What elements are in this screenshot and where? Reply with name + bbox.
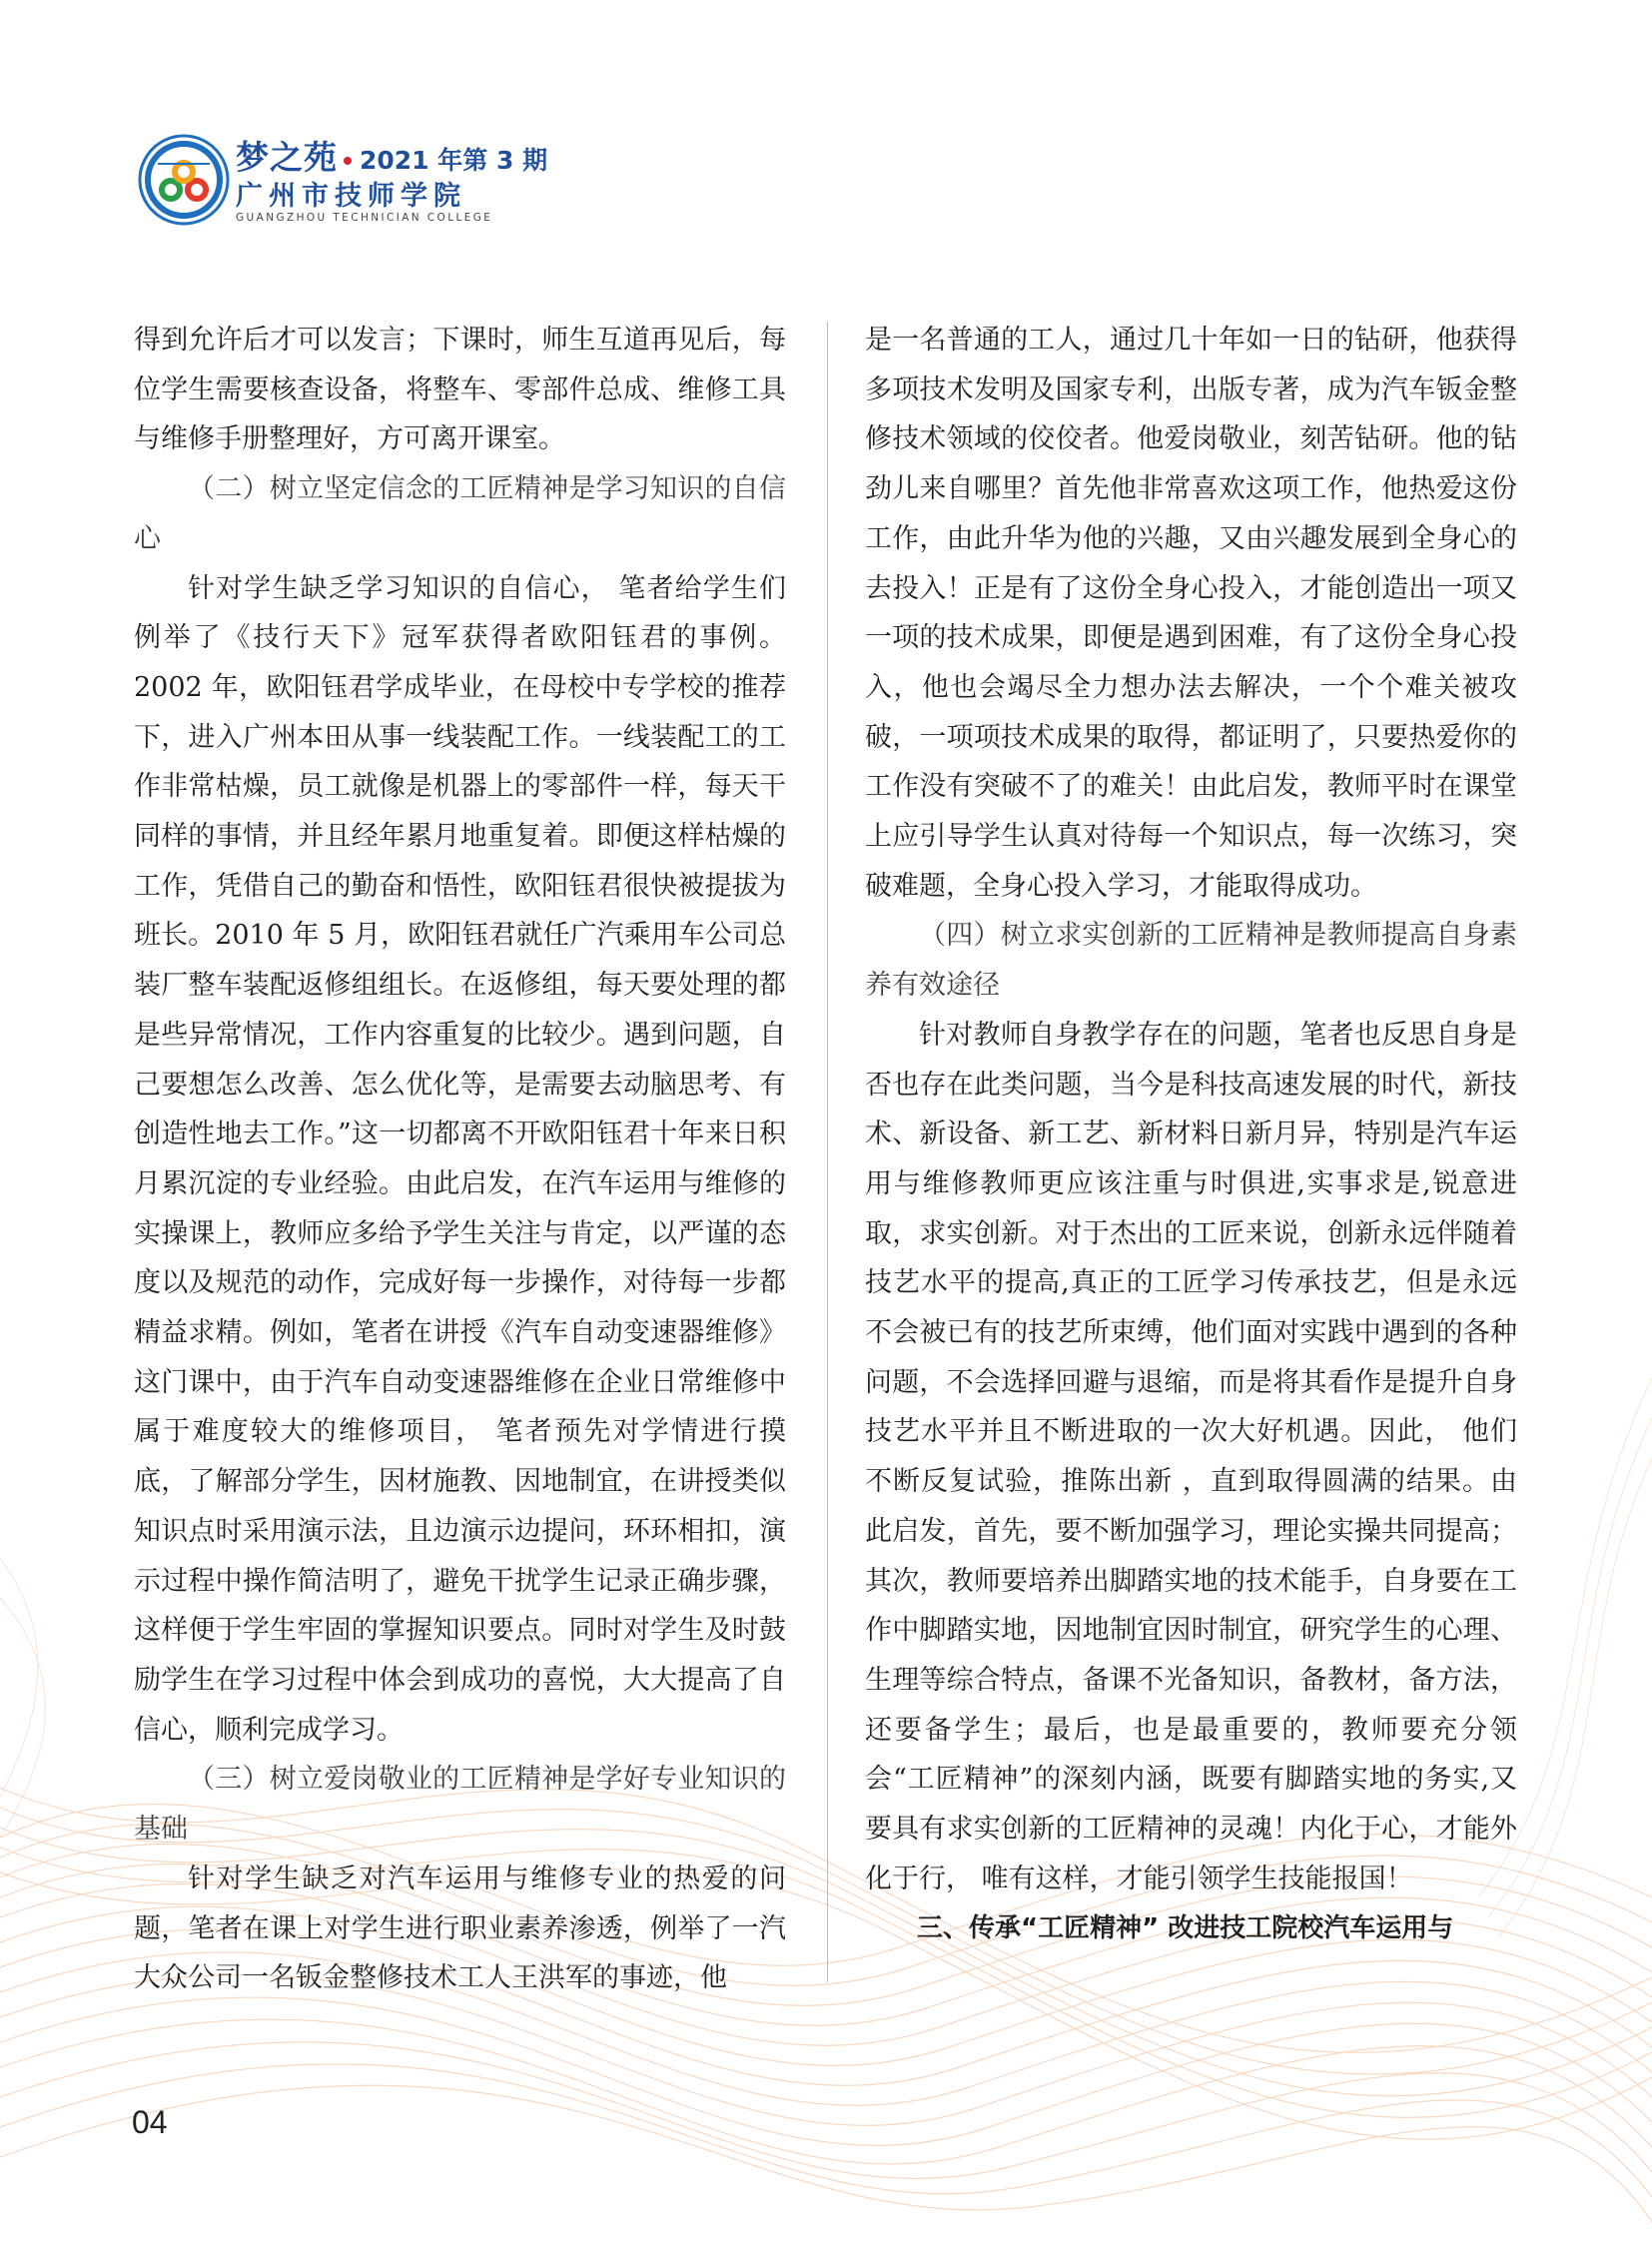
- school-name-en: GUANGZHOU TECHNICIAN COLLEGE: [236, 212, 493, 224]
- subsection-heading: （二）树立坚定信念的工匠精神是学习知识的自信心: [134, 473, 786, 554]
- subsection-heading: （三）树立爱岗敬业的工匠精神是学好专业知识的基础: [134, 1764, 786, 1846]
- left-column: [134, 316, 786, 2003]
- issue-label: 2021 年第 3 期: [360, 146, 548, 175]
- magazine-title-line: [236, 132, 547, 179]
- paragraph: 针对学生缺乏对汽车运用与维修专业的热爱的问题，笔者在课上对学生进行职业素养渗透，例举了一汽大众公司一名钣金整修技术工人王洪军的事迹，他: [134, 1863, 786, 1994]
- paragraph: 得到允许后才可以发言；下课时，师生互道再见后，每位学生需要核查设备，将整车、零部件总成、维修工具与维修手册整理好，方可离开课室。: [134, 325, 786, 455]
- subsection-heading: （四）树立求实创新的工匠精神是教师提高自身素养有效途径: [865, 920, 1517, 1002]
- school-name-cn: 广州市技师学院: [236, 181, 466, 212]
- paragraph: 是一名普通的工人，通过几十年如一日的钻研，他获得多项技术发明及国家专利，出版专著，成为汽车钣金整修技术领域的佼佼者。他爱岗敬业，刻苦钻研。他的钻劲儿来自哪里？首先他非常喜欢这项工作，他热爱这份工作，由此升华为他的兴趣，又由兴趣发展到全身心的去投入！正是有了这份全身心投入，才能创造出一项又一项的技术成果，即便是遇到困难，有了这份全身心投入，他也会竭尽全力想办法去解决，一个个难关被攻破，一项项技术成果的取得，都证明了，只要热爱你的工作没有突破不了的难关！由此启发，教师平时在课堂上应引导学生认真对待每一个知识点，每一次练习，突破难题，全身心投入学习，才能取得成功。: [865, 325, 1517, 902]
- separator-dot: [344, 157, 352, 165]
- magazine-name: 梦之苑: [236, 138, 338, 177]
- school-logo-icon: [138, 134, 230, 226]
- section-heading: 三、传承“工匠精神” 改进技工院校汽车运用与: [917, 1912, 1454, 1943]
- column-divider: [827, 322, 828, 1982]
- magazine-header: [138, 128, 657, 238]
- paragraph: 针对教师自身教学存在的问题，笔者也反思自身是否也存在此类问题，当今是科技高速发展的时代，新技术、新设备、新工艺、新材料日新月异，特别是汽车运用与维修教师更应该注重与时俱进,实事求是,锐意进取，求实创新。对于杰出的工匠来说，创新永远伴随着技艺水平的提高,真正的工匠学习传承技艺，但是永远不会被已有的技艺所束缚，他们面对实践中遇到的各种问题，不会选择回避与退缩，而是将其看作是提升自身技艺水平并且不断进取的一次大好机遇。因此， 他们不断反复试验，推陈出新 ，直到取得圆满的结果。由此启发，首先，要不断加强学习，理论实操共同提高；其次，教师要培养出脚踏实地的技术能手，自身要在工作中脚踏实地，因地制宜因时制宜，研究学生的心理、生理等综合特点，备课不光备知识，备教材，备方法，还要备学生；最后，也是最重要的，教师要充分领会“工匠精神”的深刻内涵，既要有脚踏实地的务实,又要具有求实创新的工匠精神的灵魂！内化于心，才能外化于行， 唯有这样，才能引领学生技能报国！: [865, 1019, 1517, 1894]
- right-column: [865, 316, 1517, 1953]
- paragraph: 针对学生缺乏学习知识的自信心， 笔者给学生们例举了《技行天下》冠军获得者欧阳钰君的事例。2002 年，欧阳钰君学成毕业，在母校中专学校的推荐下，进入广州本田从事一线装配工作。一线装配工的工作非常枯燥，员工就像是机器上的零部件一样，每天干同样的事情，并且经年累月地重复着。即便这样枯燥的工作，凭借自己的勤奋和悟性，欧阳钰君很快被提拔为班长。2010 年 5 月，欧阳钰君就任广汽乘用车公司总装厂整车装配返修组组长。在返修组，每天要处理的都是些异常情况，工作内容重复的比较少。遇到问题，自己要想怎么改善、怎么优化等，是需要去动脑思考、有创造性地去工作。”这一切都离不开欧阳钰君十年来日积月累沉淀的专业经验。由此启发，在汽车运用与维修的实操课上，教师应多给予学生关注与肯定，以严谨的态度以及规范的动作，完成好每一步操作，对待每一步都精益求精。例如，笔者在讲授《汽车自动变速器维修》这门课中，由于汽车自动变速器维修在企业日常维修中属于难度较大的维修项目， 笔者预先对学情进行摸底，了解部分学生，因材施教、因地制宜，在讲授类似知识点时采用演示法，且边演示边提问，环环相扣，演示过程中操作简洁明了，避免干扰学生记录正确步骤，这样便于学生牢固的掌握知识要点。同时对学生及时鼓励学生在学习过程中体会到成功的喜悦，大大提高了自信心，顺利完成学习。: [134, 572, 786, 1746]
- page-number: 04: [132, 2104, 168, 2140]
